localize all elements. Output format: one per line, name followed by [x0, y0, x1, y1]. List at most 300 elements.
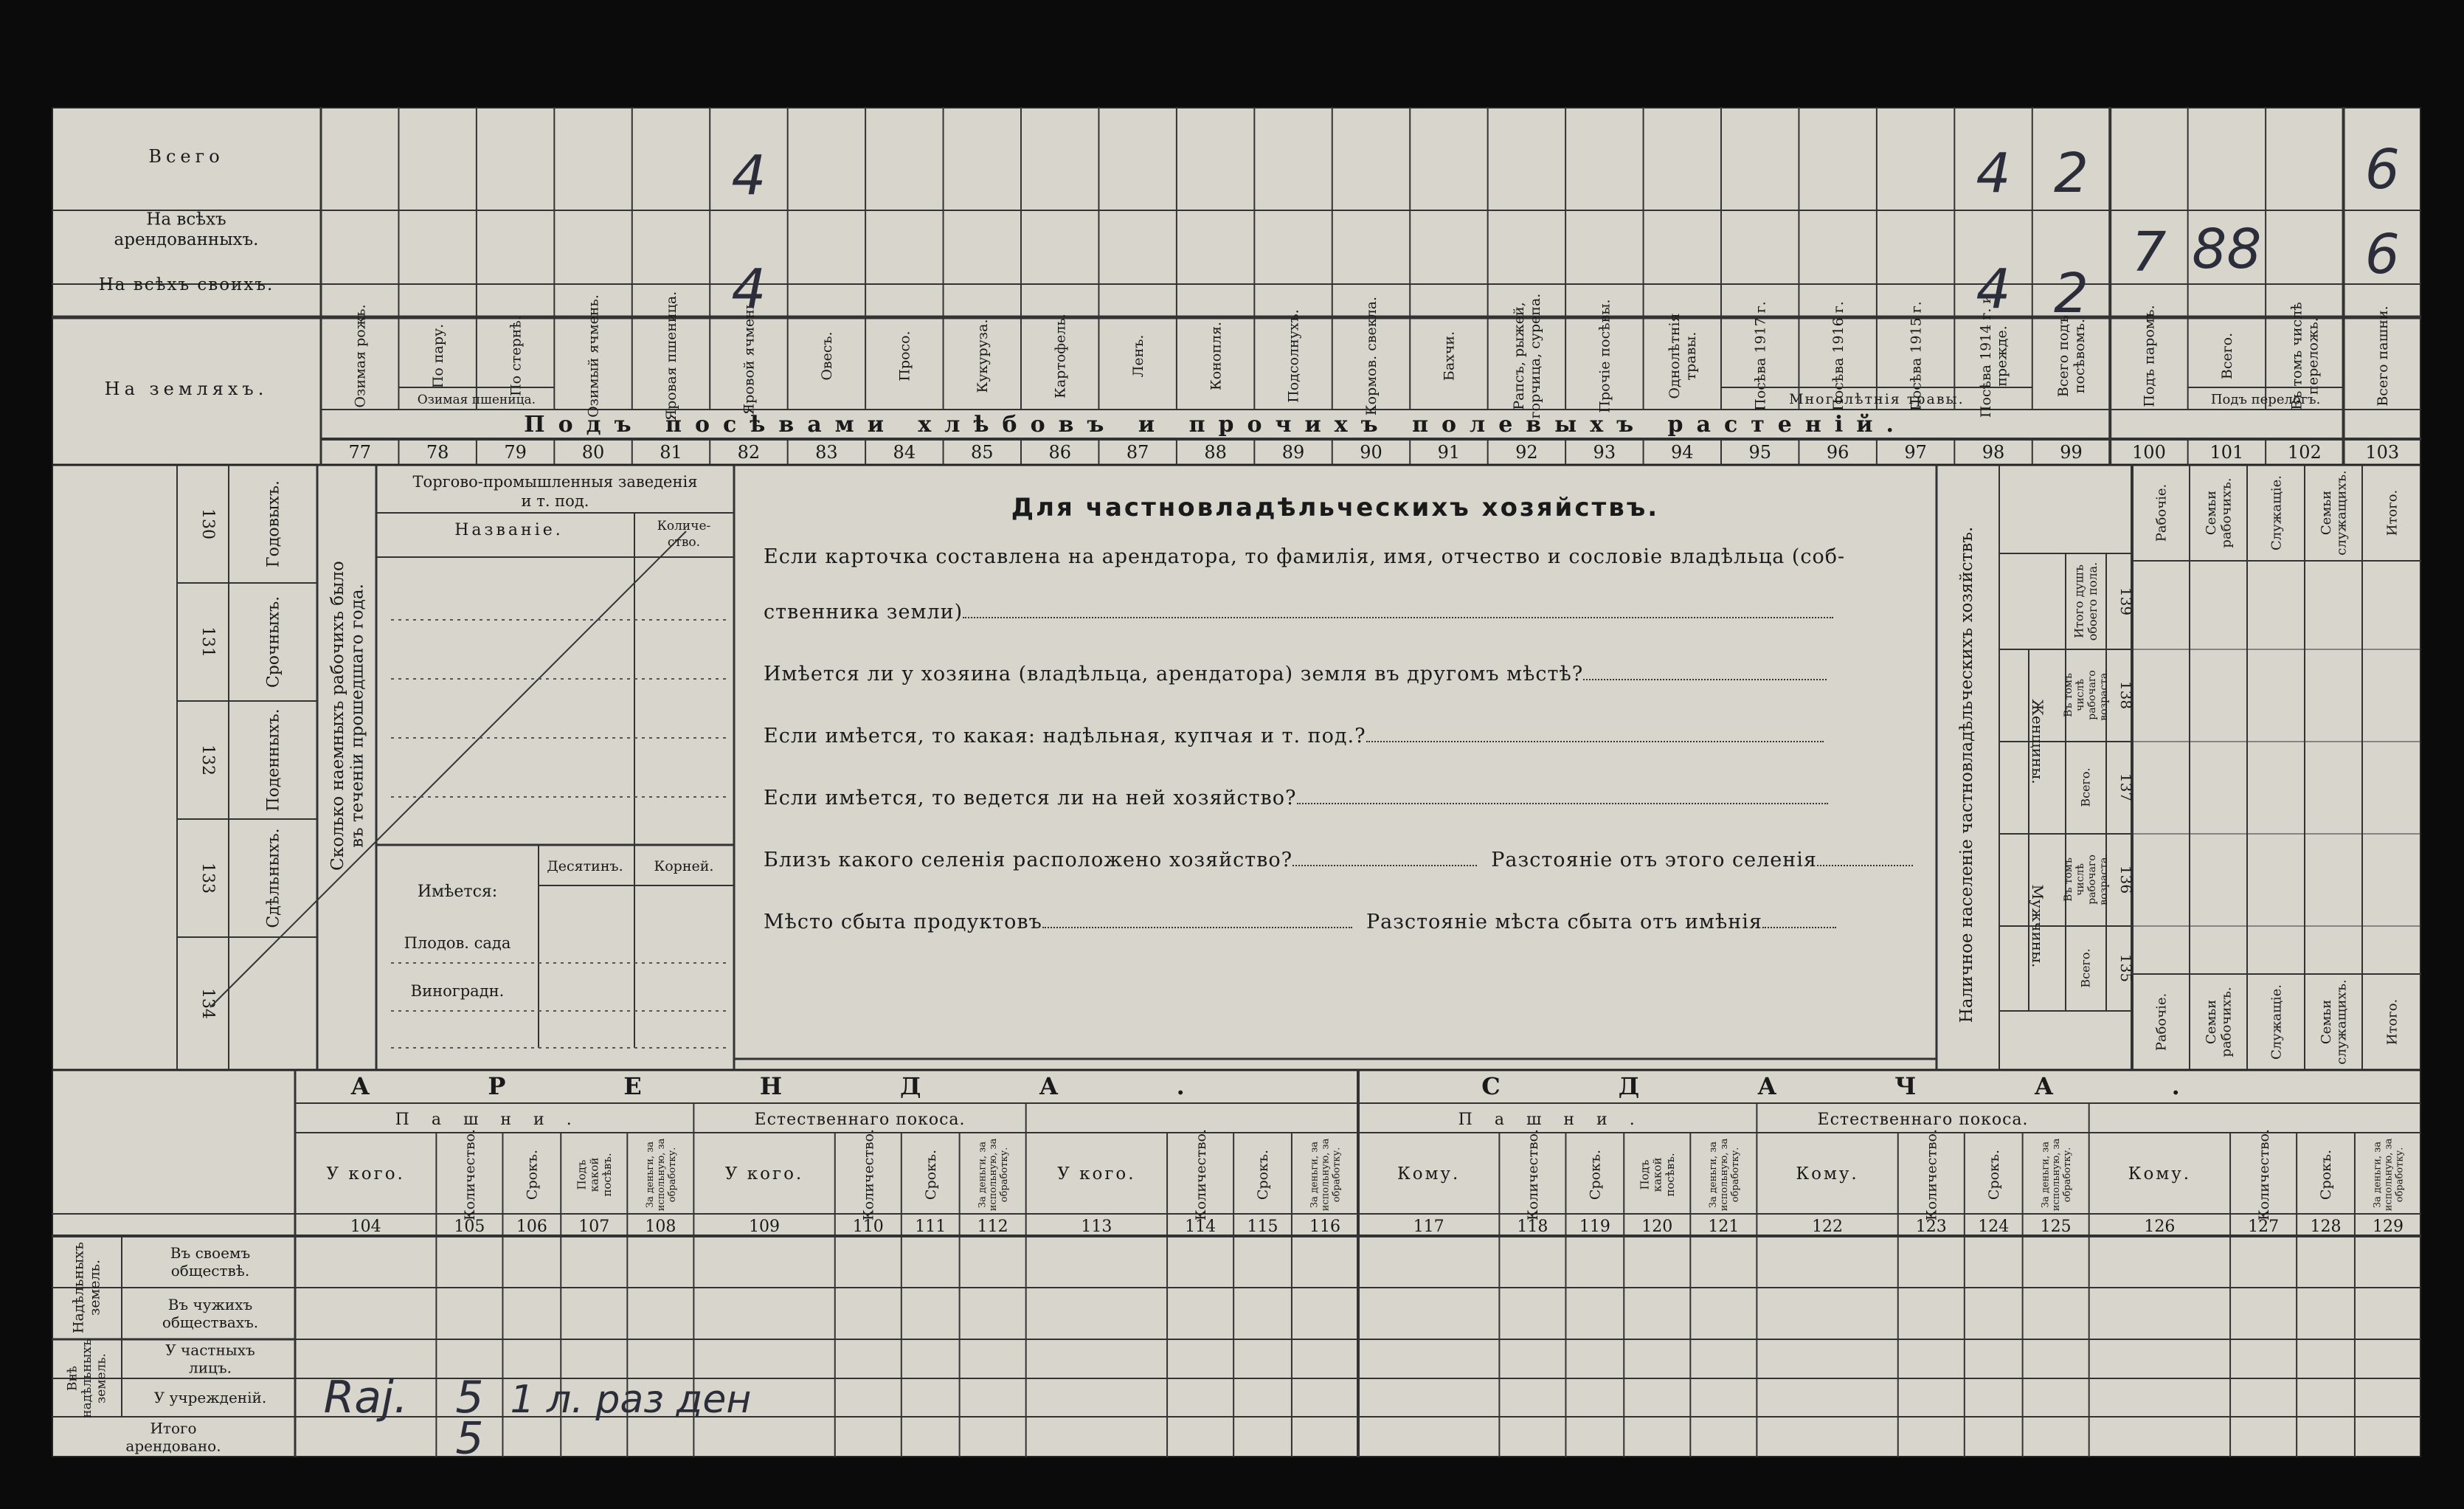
lease-row-label-2: У частныхъ — [165, 1341, 255, 1359]
lease-head-qty-14-line: Количество. — [1525, 1128, 1542, 1221]
orchard-label: Плодов. сада — [404, 934, 511, 952]
pop-label-137 — [2079, 767, 2093, 807]
col-number-86: 86 — [1048, 442, 1071, 463]
question-farming — [764, 788, 1907, 808]
col-header-87-line: Ленъ. — [1129, 334, 1146, 378]
col-header-84-line: Просо. — [896, 331, 913, 381]
lease-grid — [52, 1070, 2421, 1457]
lease-head-crop-16-line: Подъ — [1638, 1159, 1652, 1190]
col-header-96-line: Посѣва 1916 г. — [1830, 301, 1847, 411]
lease-row-label-0: обществѣ. — [170, 1262, 250, 1280]
right-foot-0-line: Рабочiе. — [2153, 992, 2170, 1052]
lease-head-term-7 — [923, 1150, 939, 1200]
right-head-1 — [2204, 477, 2235, 548]
right-head-3-line: служащихъ. — [2333, 470, 2350, 556]
pop-label-136-line: возраста. — [2098, 854, 2111, 905]
col-number-84: 84 — [893, 442, 916, 463]
row-label-header: На земляхъ. — [104, 379, 269, 399]
has-label: Имѣется: — [417, 883, 498, 901]
lease-head-term-7-line: Срокъ. — [922, 1149, 939, 1201]
lease-row-label-1: Въ чужихъ — [167, 1296, 253, 1313]
col-number-87: 87 — [1126, 442, 1149, 463]
lease-head-qty-23-line: Количество. — [2255, 1128, 2272, 1221]
lease-head-qty-19-line: Количество. — [1923, 1128, 1940, 1221]
arenda-pokos: Естественнаго покоса. — [754, 1111, 966, 1129]
right-foot-4 — [2384, 999, 2400, 1045]
col-header-101 — [2219, 333, 2235, 379]
livestock-label-130 — [265, 480, 283, 567]
lease-head-money-17 — [1708, 1138, 1741, 1211]
col-header-103 — [2375, 305, 2391, 406]
right-foot-1-line: Семьи — [2203, 999, 2219, 1045]
col-header-94-line: травы. — [1682, 331, 1699, 381]
col-header-83-line: Овесъ. — [819, 331, 836, 381]
row-label-leased: арендованныхъ. — [114, 229, 259, 249]
lease-num-108: 108 — [645, 1218, 676, 1236]
right-foot-0 — [2153, 993, 2169, 1052]
lease-num-114: 114 — [1185, 1218, 1217, 1236]
col-number-95: 95 — [1748, 442, 1771, 463]
roots-header: Корней. — [654, 858, 714, 874]
col-number-101: 101 — [2209, 442, 2244, 463]
census-card — [52, 107, 2421, 1457]
col-header-98-line: прежде. — [1993, 325, 2010, 387]
lease-num-128: 128 — [2310, 1218, 2342, 1236]
livestock-num-131: 131 — [198, 626, 217, 657]
lease-head-crop-16-line: посѣвъ. — [1663, 1153, 1677, 1197]
lease-head-term-15-line: Срокъ. — [1587, 1149, 1604, 1201]
col-header-79-line: По стернѣ. — [508, 316, 525, 396]
right-head-2-line: Служащiе. — [2269, 475, 2285, 550]
col-number-100: 100 — [2132, 442, 2166, 463]
answer-line-land-type[interactable] — [1366, 741, 1824, 742]
pop-label-138-line: числѣ — [2074, 679, 2086, 711]
lease-head-money-12-line: испольную, за — [1320, 1138, 1332, 1212]
lease-head-who-13: Кому. — [1397, 1164, 1461, 1184]
pop-label-139-line: Итого душъ — [2072, 564, 2086, 638]
sdacha-pashni: Пашни. — [1458, 1111, 1657, 1129]
lease-head-money-17-line: обработку. — [1729, 1147, 1741, 1203]
lease-head-money-21-line: испольную, за — [2051, 1138, 2063, 1212]
lease-num-111: 111 — [915, 1218, 947, 1236]
question-land-type — [764, 726, 1907, 746]
pop-label-138-line: рабочаго — [2086, 670, 2098, 720]
answer-line-other-land[interactable] — [1583, 679, 1827, 680]
lease-num-104: 104 — [350, 1218, 381, 1236]
col-header-98-line: Посѣва 1914 г. и — [1977, 294, 1994, 418]
col-header-81-line: Яровая пшеница. — [663, 291, 680, 421]
row-label-leased: На всѣхъ — [146, 210, 226, 229]
pop-num-136: 136 — [2117, 865, 2135, 894]
group-vne — [65, 1339, 108, 1418]
lease-head-money-25 — [2373, 1138, 2406, 1211]
lease-row-label-3: У учрежденiй. — [153, 1389, 267, 1406]
hand-own-99: 2 — [2053, 262, 2089, 325]
col-header-78-line: По пару. — [429, 323, 446, 389]
livestock-label-131-line: Срочныхъ. — [264, 595, 283, 688]
lease-head-qty-6 — [860, 1129, 876, 1220]
livestock-num-132: 132 — [198, 745, 217, 776]
answer-line-market-distance[interactable] — [1762, 927, 1836, 928]
lease-num-129: 129 — [2372, 1218, 2404, 1236]
lease-total-label: Итого — [150, 1419, 197, 1437]
group-vne-line: надѣльныхъ — [79, 1339, 94, 1418]
lease-head-money-8-line: испольную, за — [988, 1138, 1000, 1212]
col-header-102-line: переложь. — [2305, 317, 2322, 395]
pop-women: Женщины. — [2029, 699, 2046, 784]
col-header-92 — [1511, 294, 1543, 419]
col-header-89 — [1286, 309, 1302, 403]
lease-head-term-20-line: Срокъ. — [1985, 1149, 2002, 1201]
col-header-93 — [1596, 299, 1613, 412]
livestock-num-133: 133 — [198, 863, 217, 894]
pop-num-139: 139 — [2117, 587, 2135, 616]
pop-label-136-line: Въ томъ — [2062, 857, 2074, 902]
livestock-label-132-line: Поденныхъ. — [264, 708, 283, 812]
lease-head-who-22: Кому. — [2128, 1164, 2192, 1184]
lease-head-qty-10 — [1193, 1129, 1209, 1220]
lease-head-money-12-line: За деньги, за — [1309, 1141, 1321, 1209]
lease-head-crop-3-line: какой — [587, 1157, 601, 1192]
col-number-97: 97 — [1904, 442, 1927, 463]
pop-label-137-line: Всего. — [2078, 767, 2093, 807]
col-header-97-line: Посѣва 1915 г. — [1908, 301, 1925, 411]
col-header-93-line: Прочiе посѣвы. — [1596, 299, 1613, 413]
col-header-100 — [2142, 305, 2158, 407]
right-head-1-line: Семьи — [2203, 490, 2219, 536]
sdacha-pokos: Естественнаго покоса. — [1817, 1111, 2029, 1129]
col-header-79 — [508, 316, 524, 396]
lease-num-106: 106 — [516, 1218, 547, 1236]
answer-line-owner[interactable] — [963, 617, 1833, 618]
lease-head-qty-10-line: Количество. — [1192, 1128, 1209, 1221]
col-header-103-line: Всего пашни. — [2374, 305, 2391, 407]
col-header-92-line: Рапсъ, рыжей, — [1511, 302, 1528, 410]
group-fallow: Подъ перелогъ. — [2210, 392, 2321, 407]
lease-num-113: 113 — [1081, 1218, 1112, 1236]
lease-total-label: арендовано. — [125, 1437, 221, 1455]
pop-num-135: 135 — [2117, 953, 2135, 983]
livestock-num-130: 130 — [198, 508, 217, 539]
col-header-102-line: Въ томъ числѣ — [2288, 302, 2305, 410]
pop-label-139 — [2072, 562, 2099, 641]
lease-row-label-1: обществахъ. — [162, 1313, 259, 1331]
pop-label-135 — [2079, 948, 2093, 987]
lease-row-label-2: лицъ. — [189, 1358, 232, 1377]
right-foot-1 — [2204, 987, 2235, 1057]
pop-num-138: 138 — [2117, 680, 2135, 710]
pop-label-135-line: Всего. — [2078, 948, 2093, 988]
right-foot-1-line: рабочихъ. — [2218, 987, 2235, 1057]
lease-head-who-0: У кого. — [326, 1164, 405, 1184]
right-foot-3-line: служащихъ. — [2333, 979, 2350, 1065]
col-number-83: 83 — [815, 442, 838, 463]
sdacha-title: СДАЧА. — [1481, 1072, 2298, 1100]
hand-leased-103: 6 — [2364, 223, 2400, 286]
lease-num-119: 119 — [1579, 1218, 1610, 1236]
lease-num-105: 105 — [454, 1218, 485, 1236]
col-number-96: 96 — [1826, 442, 1849, 463]
population-vertical — [1957, 527, 1976, 1023]
workers-vertical-line: Сколько наемныхъ рабочихъ было — [328, 561, 347, 871]
right-head-3 — [2319, 470, 2350, 555]
population-vertical-line: Наличное населенiе частновладѣльческихъ хозяйствъ. — [1957, 526, 1977, 1023]
crops-table — [52, 107, 2421, 465]
lease-head-money-21-line: обработку. — [2062, 1147, 2074, 1203]
lease-head-qty-14 — [1525, 1129, 1541, 1220]
lease-num-120: 120 — [1641, 1218, 1673, 1236]
lease-num-123: 123 — [1915, 1218, 1947, 1236]
lease-num-116: 116 — [1309, 1218, 1340, 1236]
lease-head-term-15 — [1587, 1150, 1603, 1200]
col-header-90-line: Кормов. свекла. — [1363, 296, 1380, 416]
lease-num-115: 115 — [1247, 1218, 1278, 1236]
lease-head-money-8-line: обработку. — [999, 1147, 1011, 1203]
banner-text: Подъ посѣвами хлѣбовъ и прочихъ полевыхъ растенiй. — [524, 412, 1907, 438]
trade-qty-1: Количе- — [657, 519, 711, 533]
col-header-87 — [1130, 335, 1146, 378]
question-other-land — [764, 664, 1907, 684]
col-number-99: 99 — [2060, 442, 2083, 463]
col-header-89-line: Подсолнухъ. — [1285, 309, 1302, 403]
col-header-84 — [896, 331, 913, 381]
answer-line-village-distance[interactable] — [1817, 865, 1913, 866]
right-foot-2 — [2269, 984, 2284, 1060]
group-vne-line: Внѣ — [65, 1365, 80, 1392]
lease-head-qty-1-line: Количество. — [462, 1128, 479, 1221]
col-header-86 — [1052, 314, 1068, 398]
arenda-pashni: Пашни. — [395, 1111, 594, 1129]
trade-qty-2: ство. — [667, 535, 701, 550]
lease-head-term-2 — [524, 1150, 540, 1200]
lease-head-crop-3 — [575, 1153, 614, 1196]
workers-vertical-line: въ теченiи прошедшаго года. — [347, 584, 367, 848]
question-owner-cont — [764, 602, 1907, 622]
lease-head-money-4-line: За деньги, за — [644, 1141, 656, 1209]
col-header-95-line: Посѣва 1917 г. — [1752, 301, 1769, 411]
livestock-label-131 — [265, 596, 283, 688]
lease-head-money-21 — [2040, 1138, 2073, 1211]
right-head-0 — [2153, 484, 2169, 542]
right-head-4-line: Итого. — [2384, 489, 2401, 536]
lease-head-money-17-line: испольную, за — [1718, 1138, 1730, 1212]
right-foot-4-line: Итого. — [2384, 998, 2401, 1046]
hand-leased-101: 88 — [2192, 218, 2262, 281]
private-farms-title: Для частновладѣльческихъ хозяйствъ. — [1011, 493, 1660, 522]
arenda-title: АРЕНДА. — [350, 1072, 1303, 1100]
row-label-own: На всѣхъ своихъ. — [98, 275, 274, 294]
col-number-82: 82 — [737, 442, 761, 463]
col-number-102: 102 — [2287, 442, 2322, 463]
hand-row4-qty: 5 — [455, 1372, 484, 1423]
hand-total-99: 2 — [2053, 142, 2089, 205]
pop-num-137: 137 — [2117, 773, 2135, 802]
col-header-91-line: Бахчи. — [1441, 331, 1458, 381]
lease-num-121: 121 — [1708, 1218, 1740, 1236]
col-number-103: 103 — [2365, 442, 2400, 463]
col-header-94-line: Однолѣтнiя — [1667, 313, 1683, 399]
hand-row4-who: Raj. — [323, 1372, 408, 1423]
lease-num-110: 110 — [852, 1218, 884, 1236]
group-nadel — [71, 1242, 103, 1333]
question-village-text: Близъ какого селенiя расположено хозяйство? — [764, 849, 1293, 871]
question-owner-text-2: ственника земли) — [764, 601, 963, 624]
lease-num-107: 107 — [578, 1218, 610, 1236]
col-number-85: 85 — [971, 442, 994, 463]
answer-line-farming[interactable] — [1297, 803, 1828, 804]
hand-own-98: 4 — [1976, 258, 2011, 321]
lease-head-money-25-line: За деньги, за — [2372, 1141, 2384, 1209]
group-vne-line: земель. — [94, 1353, 109, 1404]
pop-label-138-line: Въ томъ — [2062, 673, 2074, 717]
col-header-100-line: Подъ паромъ. — [2141, 305, 2158, 407]
hand-row4-term: 1 л. раз ден — [510, 1378, 752, 1422]
answer-line-village[interactable] — [1292, 865, 1477, 866]
col-header-90 — [1363, 297, 1380, 415]
lease-head-term-11 — [1255, 1150, 1271, 1200]
col-header-101-line: Всего. — [2219, 332, 2236, 380]
question-village — [764, 850, 1907, 870]
lease-num-124: 124 — [1978, 1218, 2010, 1236]
col-number-94: 94 — [1671, 442, 1694, 463]
lease-head-money-12 — [1309, 1138, 1343, 1211]
col-header-80 — [586, 294, 602, 418]
col-header-81 — [663, 291, 679, 421]
lease-head-term-11-line: Срокъ. — [1255, 1149, 1272, 1201]
group-grass: Многолѣтнiя травы. — [1789, 391, 1965, 407]
col-header-85 — [975, 319, 991, 393]
col-number-80: 80 — [581, 442, 605, 463]
pop-label-139-line: обоего пола. — [2085, 562, 2100, 641]
lease-head-crop-16 — [1638, 1153, 1677, 1196]
trade-title-2: и т. под. — [521, 492, 589, 510]
lease-num-127: 127 — [2248, 1218, 2280, 1236]
answer-line-market[interactable] — [1042, 927, 1352, 928]
pop-label-138 — [2063, 669, 2110, 721]
lease-head-who-9: У кого. — [1057, 1164, 1136, 1184]
lease-head-crop-16-line: какой — [1650, 1157, 1664, 1192]
crops-grid — [52, 107, 2421, 465]
col-header-94 — [1667, 313, 1699, 398]
right-foot-2-line: Служащiе. — [2269, 984, 2285, 1060]
lease-num-122: 122 — [1812, 1218, 1844, 1236]
question-market — [764, 912, 1907, 932]
question-farming-text: Если имѣется, то ведется ли на ней хозяйство? — [764, 787, 1297, 809]
right-foot-3-line: Семьи — [2318, 999, 2334, 1045]
lease-head-qty-1 — [462, 1129, 478, 1220]
col-header-92-line: горчица, сурепа. — [1526, 293, 1543, 419]
lease-head-term-24 — [2318, 1150, 2334, 1200]
col-number-89: 89 — [1281, 442, 1305, 463]
hand-total-qty: 5 — [455, 1412, 484, 1457]
col-header-88 — [1208, 322, 1224, 390]
lease-head-money-25-line: испольную, за — [2383, 1138, 2395, 1212]
col-header-88-line: Конопля. — [1208, 321, 1225, 391]
lease-head-money-12-line: обработку. — [1331, 1147, 1343, 1203]
lease-head-qty-19 — [1923, 1129, 1939, 1220]
lease-table — [52, 1070, 2421, 1457]
lease-num-109: 109 — [749, 1218, 781, 1236]
lease-num-126: 126 — [2144, 1218, 2176, 1236]
question-land-type-text: Если имѣется, то какая: надѣльная, купчая и т. под.? — [764, 725, 1366, 747]
col-number-79: 79 — [504, 442, 527, 463]
lease-head-money-8 — [977, 1138, 1010, 1211]
hand-total-82: 4 — [731, 144, 766, 207]
hand-own-82: 4 — [731, 258, 766, 321]
lease-num-118: 118 — [1517, 1218, 1548, 1236]
question-other-land-text: Имѣется ли у хозяина (владѣльца, арендатора) земля въ другомъ мѣстѣ? — [764, 663, 1584, 686]
col-header-99 — [2055, 315, 2088, 397]
col-header-80-line: Озимый ячмень. — [585, 294, 602, 418]
lease-head-money-4-line: обработку. — [666, 1147, 678, 1203]
right-head-4 — [2384, 490, 2400, 536]
dessiatin-header: Десятинъ. — [547, 858, 623, 874]
row-label-total: Всего — [148, 146, 224, 167]
question-village-distance: Разстоянiе отъ этого селенiя — [1491, 849, 1817, 871]
col-number-77: 77 — [348, 442, 371, 463]
right-head-1-line: рабочихъ. — [2218, 477, 2235, 548]
private-farms-form — [734, 471, 1937, 1065]
col-header-99-line: Всего подъ — [2055, 314, 2072, 398]
hand-total-98: 4 — [1976, 142, 2011, 205]
col-header-99-line: посѣвомъ. — [2072, 318, 2088, 394]
group-nadel-line: Надѣльныхъ — [70, 1241, 87, 1334]
right-head-2 — [2269, 475, 2284, 550]
middle-section — [52, 465, 2421, 1070]
col-header-95 — [1752, 301, 1768, 411]
col-header-77-line: Озимая рожь. — [352, 304, 369, 408]
lease-head-term-2-line: Срокъ. — [524, 1149, 541, 1201]
lease-head-money-25-line: обработку. — [2394, 1147, 2406, 1203]
col-number-81: 81 — [660, 442, 682, 463]
lease-row-label-0: Въ своемъ — [170, 1244, 251, 1262]
pop-label-136-line: числѣ — [2074, 863, 2086, 896]
col-header-83 — [819, 331, 835, 380]
col-number-98: 98 — [1982, 442, 2005, 463]
lease-head-who-18: Кому. — [1796, 1164, 1859, 1184]
lease-num-112: 112 — [977, 1218, 1008, 1236]
livestock-label-130-line: Годовыхъ. — [264, 480, 283, 567]
lease-head-crop-3-line: Подъ — [575, 1159, 589, 1190]
group-wheat: Озимая пшеница. — [417, 393, 536, 407]
lease-head-money-4-line: испольную, за — [655, 1138, 667, 1212]
trade-name-col: Названiе. — [454, 521, 564, 539]
col-number-90: 90 — [1360, 442, 1382, 463]
group-nadel-line: земель. — [86, 1259, 103, 1316]
trade-title-1: Торгово-промышленныя заведенiя — [412, 473, 698, 491]
question-market-distance: Разстоянiе мѣста сбыта отъ имѣнiя — [1366, 911, 1762, 933]
col-number-92: 92 — [1515, 442, 1538, 463]
col-number-78: 78 — [426, 442, 449, 463]
lease-head-money-8-line: За деньги, за — [977, 1141, 989, 1209]
col-header-86-line: Картофель. — [1052, 314, 1069, 398]
col-header-82-line: Яровой ячмень. — [741, 297, 758, 415]
question-owner-text: Если карточка составлена на арендатора, то фамилiя, имя, отчество и сословiе владѣльца (соб- — [764, 545, 1846, 568]
question-owner — [764, 547, 1907, 567]
right-foot-3 — [2319, 979, 2350, 1064]
lease-head-money-4 — [645, 1138, 678, 1211]
hand-leased-100: 7 — [2131, 221, 2167, 284]
livestock-label-133 — [265, 828, 283, 928]
vineyard-label: Виноградн. — [410, 982, 505, 1000]
lease-head-money-21-line: За деньги, за — [2040, 1141, 2052, 1209]
col-header-78 — [430, 324, 446, 388]
col-header-91 — [1442, 331, 1458, 381]
pop-label-136-line: рабочаго — [2086, 854, 2098, 905]
lease-head-money-17-line: За деньги, за — [1707, 1141, 1719, 1209]
lease-head-qty-23 — [2256, 1129, 2272, 1220]
col-number-93: 93 — [1593, 442, 1616, 463]
